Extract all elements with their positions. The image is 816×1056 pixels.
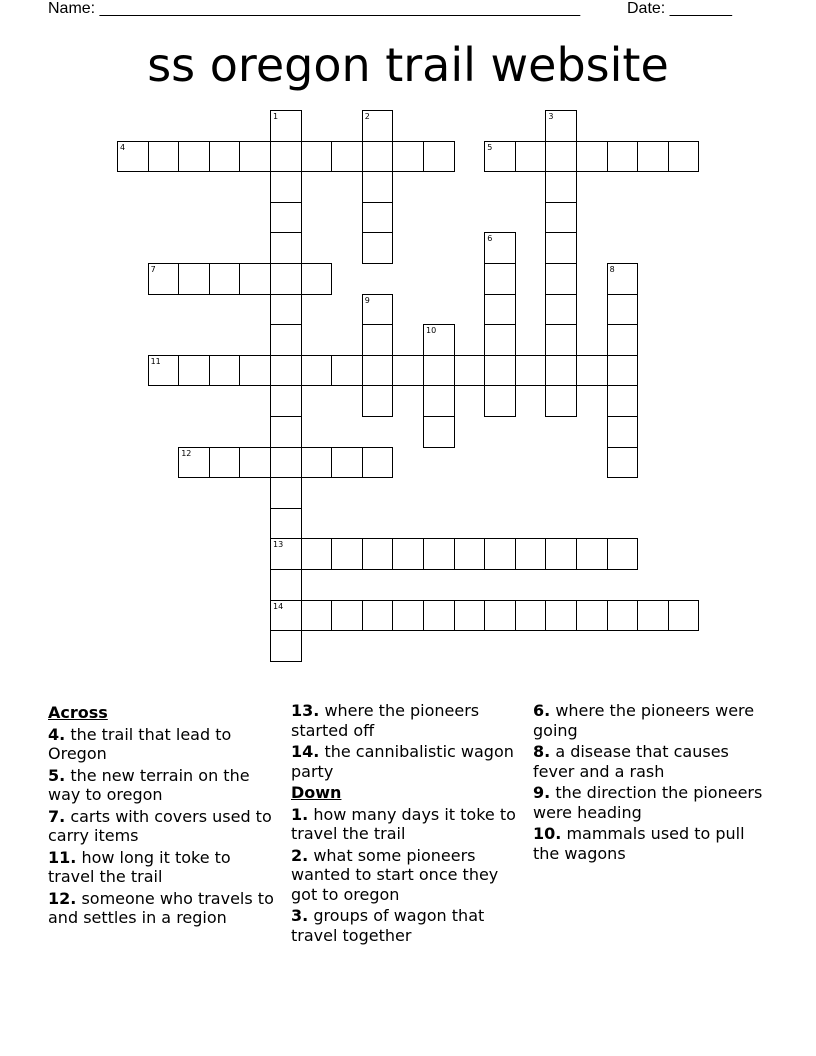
grid-cell[interactable]: [607, 600, 639, 632]
clue-column-2: [291, 701, 523, 947]
grid-cell[interactable]: [607, 294, 639, 326]
down-heading: Down: [291, 783, 342, 802]
grid-cell[interactable]: [148, 263, 180, 295]
grid-cell[interactable]: [423, 600, 455, 632]
grid-cell[interactable]: [270, 538, 302, 570]
grid-cell[interactable]: [270, 294, 302, 326]
grid-cell[interactable]: [607, 447, 639, 479]
clue-number: 10.: [533, 824, 562, 843]
clue-number: 5.: [48, 765, 66, 785]
clue-number: 1.: [291, 804, 309, 824]
grid-cell[interactable]: [362, 110, 394, 142]
grid-cell[interactable]: [576, 600, 608, 632]
grid-cell[interactable]: [392, 355, 424, 387]
grid-cell[interactable]: [239, 141, 271, 173]
puzzle-title: ss oregon trail website: [147, 38, 669, 92]
grid-cell[interactable]: [545, 171, 577, 203]
clue-number: 14.: [291, 742, 320, 761]
grid-cell[interactable]: [484, 141, 516, 173]
grid-cell[interactable]: [239, 263, 271, 295]
grid-cell[interactable]: [178, 263, 210, 295]
clue-text: where the pioneers started off: [291, 701, 480, 740]
grid-cell[interactable]: [148, 355, 180, 387]
grid-cell[interactable]: [545, 355, 577, 387]
grid-cell[interactable]: [209, 263, 241, 295]
grid-cell[interactable]: [484, 263, 516, 295]
grid-cell[interactable]: [270, 171, 302, 203]
clue-down-9: [533, 783, 765, 822]
grid-cell[interactable]: [454, 538, 486, 570]
clue-number: 12.: [48, 888, 77, 908]
grid-cell[interactable]: [607, 355, 639, 387]
grid-cell[interactable]: [301, 538, 333, 570]
cell-number: 4: [120, 142, 126, 152]
grid-cell[interactable]: [362, 355, 394, 387]
grid-cell[interactable]: [270, 508, 302, 540]
grid-cell[interactable]: [270, 447, 302, 479]
grid-cell[interactable]: [178, 447, 210, 479]
clue-number: 9.: [533, 783, 551, 802]
clue-number: 2.: [291, 845, 309, 865]
grid-cell[interactable]: [362, 202, 394, 234]
grid-cell[interactable]: [270, 141, 302, 173]
cell-number: 5: [487, 142, 493, 152]
grid-cell[interactable]: [607, 263, 639, 295]
grid-cell[interactable]: [484, 385, 516, 417]
grid-cell[interactable]: [576, 355, 608, 387]
grid-cell[interactable]: [301, 263, 333, 295]
clue-across-4: [48, 725, 280, 764]
clue-across-14: [291, 742, 523, 781]
clue-text: how many days it toke to travel the trail: [291, 804, 516, 843]
date-field-label: Date: _______: [627, 0, 732, 17]
cell-number: 9: [364, 295, 370, 305]
grid-cell[interactable]: [423, 538, 455, 570]
grid-cell[interactable]: [270, 477, 302, 509]
cell-number: 13: [273, 540, 284, 550]
grid-cell[interactable]: [270, 202, 302, 234]
grid-cell[interactable]: [392, 600, 424, 632]
grid-cell[interactable]: [362, 385, 394, 417]
grid-cell[interactable]: [545, 263, 577, 295]
cell-number: 8: [609, 265, 615, 274]
grid-cell[interactable]: [423, 385, 455, 417]
grid-cell[interactable]: [668, 600, 700, 632]
cell-number: 1: [273, 112, 279, 121]
grid-cell[interactable]: [423, 355, 455, 387]
grid-cell[interactable]: [301, 355, 333, 387]
grid-cell[interactable]: [607, 324, 639, 356]
grid-cell[interactable]: [239, 447, 271, 479]
grid-cell[interactable]: [362, 447, 394, 479]
grid-cell[interactable]: [545, 232, 577, 264]
grid-cell[interactable]: [484, 355, 516, 387]
clue-down-3: [291, 906, 523, 945]
grid-cell[interactable]: [362, 171, 394, 203]
grid-cell[interactable]: [270, 385, 302, 417]
grid-cell[interactable]: [209, 355, 241, 387]
grid-cell[interactable]: [270, 355, 302, 387]
grid-cell[interactable]: [515, 141, 547, 173]
grid-cell[interactable]: [637, 141, 669, 173]
clue-number: 8.: [533, 742, 551, 761]
clue-text: groups of wagon that travel together: [291, 906, 485, 945]
grid-cell[interactable]: [545, 538, 577, 570]
clue-number: 3.: [291, 906, 309, 925]
across-heading: Across: [48, 703, 108, 722]
clue-text: a disease that causes fever and a rash: [533, 742, 729, 781]
grid-cell[interactable]: [301, 141, 333, 173]
grid-cell[interactable]: [270, 110, 302, 142]
cell-number: 7: [150, 265, 156, 274]
grid-cell[interactable]: [515, 600, 547, 632]
grid-cell[interactable]: [545, 324, 577, 356]
clue-column-1: [48, 701, 280, 930]
clue-across-13: [291, 701, 523, 740]
grid-cell[interactable]: [148, 141, 180, 173]
grid-cell[interactable]: [423, 324, 455, 356]
clue-text: the trail that lead to Oregon: [48, 724, 232, 763]
grid-cell[interactable]: [301, 600, 333, 632]
clue-number: 13.: [291, 701, 320, 720]
grid-cell[interactable]: [392, 141, 424, 173]
grid-cell[interactable]: [515, 538, 547, 570]
grid-cell[interactable]: [454, 355, 486, 387]
grid-cell[interactable]: [331, 447, 363, 479]
grid-cell[interactable]: [239, 355, 271, 387]
grid-cell[interactable]: [270, 569, 302, 601]
grid-cell[interactable]: [607, 141, 639, 173]
grid-cell[interactable]: [637, 600, 669, 632]
clue-text: the new terrain on the way to oregon: [48, 765, 250, 804]
grid-cell[interactable]: [423, 416, 455, 448]
clue-down-1: [291, 805, 523, 844]
grid-cell[interactable]: [209, 141, 241, 173]
grid-cell[interactable]: [362, 324, 394, 356]
name-field-label: Name: ______________________________________________________: [48, 0, 581, 17]
cell-number: 2: [364, 112, 370, 121]
clue-across-12: [48, 889, 280, 928]
grid-cell[interactable]: [668, 141, 700, 173]
grid-cell[interactable]: [545, 110, 577, 142]
cell-number: 3: [548, 112, 554, 121]
grid-cell[interactable]: [607, 385, 639, 417]
clue-down-6: [533, 701, 765, 740]
grid-cell[interactable]: [331, 600, 363, 632]
grid-cell[interactable]: [515, 355, 547, 387]
cell-number: 14: [273, 601, 284, 611]
grid-cell[interactable]: [362, 141, 394, 173]
grid-cell[interactable]: [362, 538, 394, 570]
clue-number: 6.: [533, 701, 551, 720]
grid-cell[interactable]: [576, 538, 608, 570]
grid-cell[interactable]: [178, 141, 210, 173]
grid-cell[interactable]: [392, 538, 424, 570]
clue-down-8: [533, 742, 765, 781]
grid-cell[interactable]: [484, 324, 516, 356]
grid-cell[interactable]: [545, 202, 577, 234]
clue-text: the direction the pioneers were heading: [533, 783, 763, 822]
cell-number: 12: [181, 448, 192, 458]
grid-cell[interactable]: [576, 141, 608, 173]
clue-across-11: [48, 848, 280, 887]
grid-cell[interactable]: [423, 141, 455, 173]
clue-number: 4.: [48, 724, 66, 744]
grid-cell[interactable]: [270, 232, 302, 264]
cell-number: 11: [150, 356, 161, 366]
grid-cell[interactable]: [545, 141, 577, 173]
grid-cell[interactable]: [270, 324, 302, 356]
clue-across-7: [48, 807, 280, 846]
clue-text: where the pioneers were going: [533, 701, 755, 740]
grid-cell[interactable]: [331, 538, 363, 570]
clue-across-5: [48, 766, 280, 805]
grid-cell[interactable]: [484, 538, 516, 570]
grid-cell[interactable]: [454, 600, 486, 632]
cell-number: 10: [426, 326, 437, 336]
clue-text: how long it toke to travel the trail: [48, 847, 231, 886]
grid-cell[interactable]: [484, 232, 516, 264]
clue-text: someone who travels to and settles in a region: [48, 888, 274, 927]
grid-cell[interactable]: [209, 447, 241, 479]
grid-cell[interactable]: [607, 538, 639, 570]
grid-cell[interactable]: [301, 447, 333, 479]
clue-text: the cannibalistic wagon party: [291, 742, 514, 781]
grid-cell[interactable]: [362, 294, 394, 326]
clue-down-10: [533, 824, 765, 863]
grid-cell[interactable]: [362, 232, 394, 264]
grid-cell[interactable]: [607, 416, 639, 448]
cell-number: 6: [487, 234, 493, 244]
grid-cell[interactable]: [545, 294, 577, 326]
grid-cell[interactable]: [545, 600, 577, 632]
grid-cell[interactable]: [270, 263, 302, 295]
clue-down-2: [291, 846, 523, 905]
grid-cell[interactable]: [270, 630, 302, 662]
grid-cell[interactable]: [484, 294, 516, 326]
grid-cell[interactable]: [117, 141, 149, 173]
clue-number: 7.: [48, 806, 66, 826]
grid-cell[interactable]: [545, 385, 577, 417]
grid-cell[interactable]: [270, 600, 302, 632]
grid-cell[interactable]: [331, 141, 363, 173]
grid-cell[interactable]: [270, 416, 302, 448]
clue-column-3: [533, 701, 765, 865]
clue-number: 11.: [48, 847, 77, 867]
grid-cell[interactable]: [331, 355, 363, 387]
clue-text: carts with covers used to carry items: [48, 806, 272, 845]
grid-cell[interactable]: [362, 600, 394, 632]
clue-text: what some pioneers wanted to start once they got to oregon: [291, 845, 499, 904]
grid-cell[interactable]: [178, 355, 210, 387]
grid-cell[interactable]: [484, 600, 516, 632]
clue-text: mammals used to pull the wagons: [533, 824, 745, 863]
